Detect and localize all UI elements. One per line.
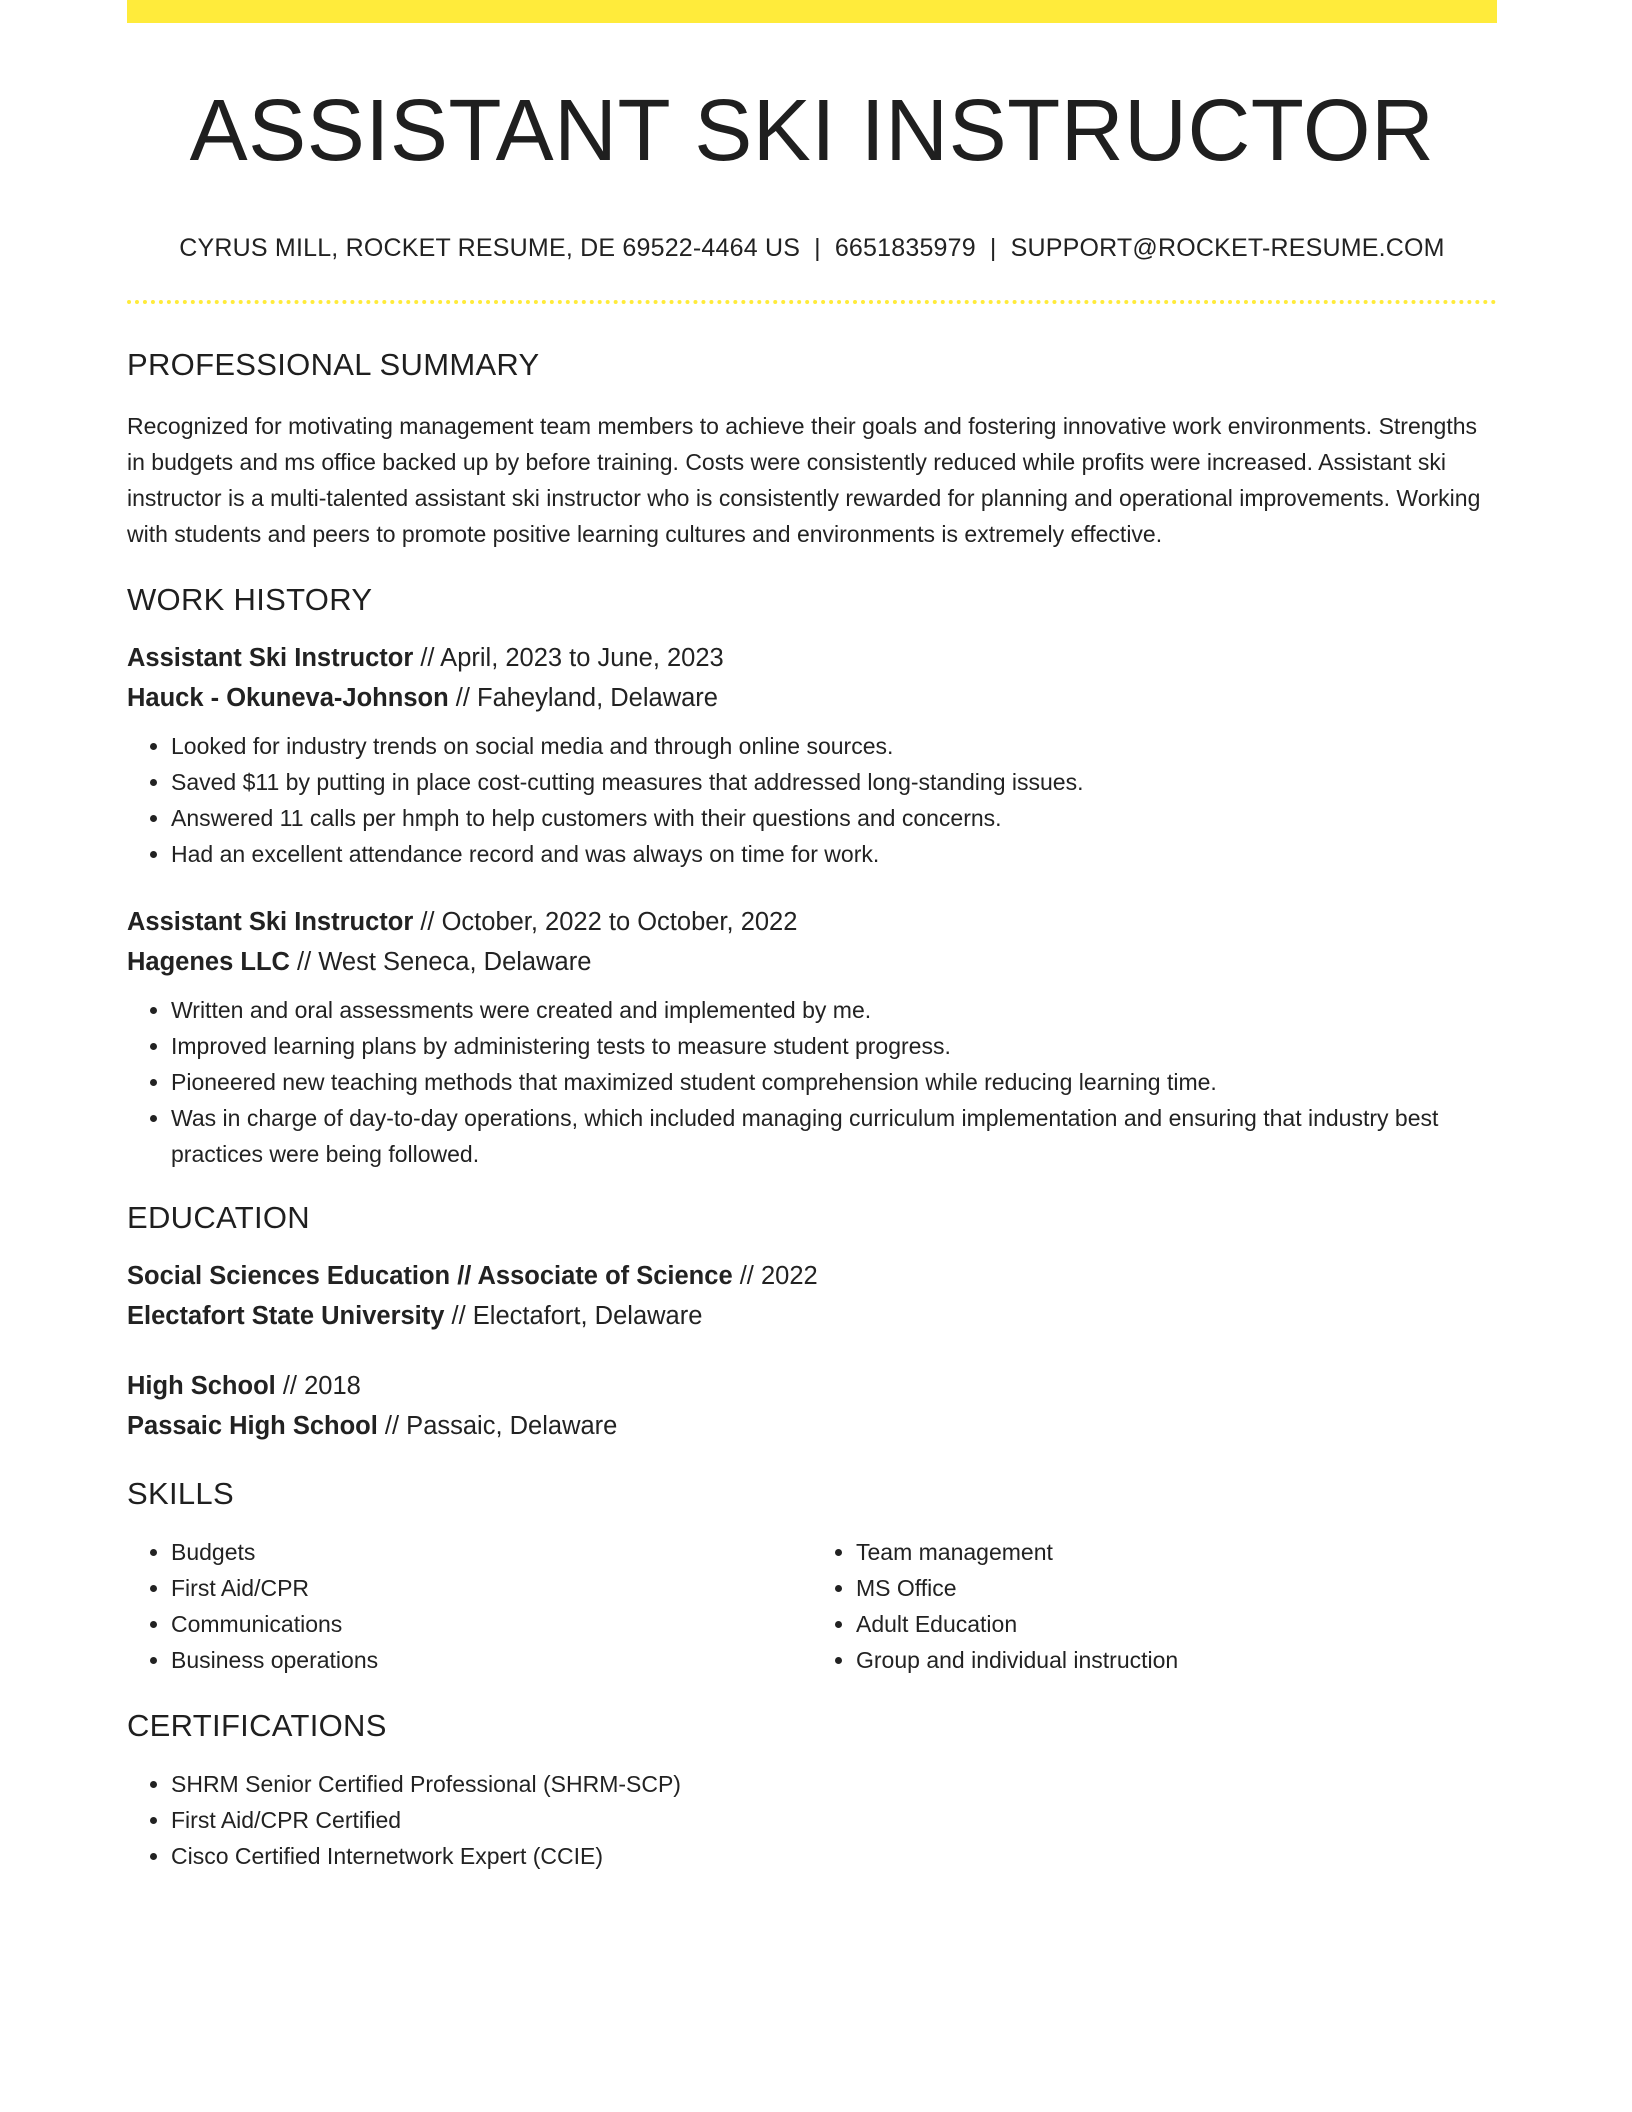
- certification-item: • SHRM Senior Certified Professional (SHRM-SCP): [171, 1766, 1497, 1802]
- education-school: Passaic High School: [127, 1412, 378, 1441]
- work-history-heading: WORK HISTORY: [127, 582, 373, 618]
- contact-phone: 6651835979: [834, 234, 976, 263]
- job-bullet: • Looked for industry trends on social media and through online sources.: [171, 728, 1497, 764]
- job-entry: [127, 638, 1497, 872]
- education-degree-line: [127, 1366, 1497, 1406]
- resume-title: ASSISTANT SKI INSTRUCTOR: [189, 82, 1435, 179]
- skill-item: • Budgets: [171, 1534, 812, 1570]
- job-company-line: [127, 678, 1497, 718]
- skills-grid: [127, 1534, 1497, 1678]
- education-school-line: [127, 1296, 1497, 1336]
- top-accent-bar: [127, 0, 1497, 23]
- education-location: // Passaic, Delaware: [377, 1412, 618, 1441]
- job-dates: // October, 2022 to October, 2022: [413, 908, 798, 937]
- job-bullet: • Had an excellent attendance record and was always on time for work.: [171, 836, 1497, 872]
- contact-separator: |: [989, 234, 997, 263]
- job-location: // Faheyland, Delaware: [448, 684, 718, 713]
- job-bullet: • Was in charge of day-to-day operations, which included managing curriculum implementation and ensuring that industry best practices were being followed.: [171, 1100, 1497, 1172]
- summary-heading: PROFESSIONAL SUMMARY: [127, 347, 540, 383]
- resume-page: [127, 0, 1497, 1874]
- job-location: // West Seneca, Delaware: [289, 948, 592, 977]
- education-entry: [127, 1256, 1497, 1336]
- contact-separator: |: [814, 234, 821, 263]
- job-role: Assistant Ski Instructor: [127, 644, 414, 673]
- education-degree: High School: [127, 1372, 276, 1401]
- education-school: Electafort State University: [127, 1302, 445, 1331]
- job-bullet: • Improved learning plans by administering tests to measure student progress.: [171, 1028, 1497, 1064]
- job-dates: // April, 2023 to June, 2023: [413, 644, 724, 673]
- education-school-line: [127, 1406, 1497, 1446]
- job-bullets: [127, 728, 1497, 872]
- job-company: Hagenes LLC: [127, 948, 290, 977]
- job-bullet: • Answered 11 calls per hmph to help customers with their questions and concerns.: [171, 800, 1497, 836]
- skill-item: • Adult Education: [856, 1606, 1497, 1642]
- certifications-list: [127, 1766, 1497, 1874]
- certification-item: • First Aid/CPR Certified: [171, 1802, 1497, 1838]
- skill-item: • First Aid/CPR: [171, 1570, 812, 1606]
- certification-item: • Cisco Certified Internetwork Expert (CCIE): [171, 1838, 1497, 1874]
- skill-item: • Business operations: [171, 1642, 812, 1678]
- education-heading: EDUCATION: [127, 1200, 310, 1236]
- job-role-line: [127, 638, 1497, 678]
- job-entry: [127, 902, 1497, 1172]
- dotted-divider: [127, 300, 1497, 304]
- job-bullets: [127, 992, 1497, 1172]
- job-bullet: • Pioneered new teaching methods that maximized student comprehension while reducing learning time.: [171, 1064, 1497, 1100]
- job-role-line: [127, 902, 1497, 942]
- skill-item: • MS Office: [856, 1570, 1497, 1606]
- job-bullet: • Saved $11 by putting in place cost-cutting measures that addressed long-standing issues.: [171, 764, 1497, 800]
- skill-item: • Communications: [171, 1606, 812, 1642]
- skills-column-right: [812, 1534, 1497, 1678]
- education-entry: [127, 1366, 1497, 1446]
- skills-column-left: [127, 1534, 812, 1678]
- skills-heading: SKILLS: [127, 1476, 234, 1512]
- education-degree-line: [127, 1256, 1497, 1296]
- education-year: // 2018: [275, 1372, 361, 1401]
- contact-line: [127, 234, 1497, 263]
- job-company-line: [127, 942, 1497, 982]
- skill-item: • Team management: [856, 1534, 1497, 1570]
- education-degree: Social Sciences Education // Associate of Science: [127, 1262, 733, 1291]
- summary-text: Recognized for motivating management team members to achieve their goals and fostering innovative work environments. Strengths in budgets and ms office backed up by before training. Costs were consistently reduced while profits were increased. Assistant ski instructor is a multi-talented assistant ski instructor who is consistently rewarded for planning and operational improvements. Working with students and peers to promote positive learning cultures and environments is extremely effective.: [127, 413, 1481, 548]
- contact-address: CYRUS MILL, ROCKET RESUME, DE 69522-4464 US: [179, 234, 801, 263]
- job-role: Assistant Ski Instructor: [127, 908, 414, 937]
- education-year: // 2022: [732, 1262, 818, 1291]
- certifications-heading: CERTIFICATIONS: [127, 1708, 387, 1744]
- education-location: // Electafort, Delaware: [444, 1302, 703, 1331]
- contact-email: SUPPORT@ROCKET-RESUME.COM: [1010, 234, 1445, 263]
- job-bullet: • Written and oral assessments were created and implemented by me.: [171, 992, 1497, 1028]
- job-company: Hauck - Okuneva-Johnson: [127, 684, 449, 713]
- skill-item: • Group and individual instruction: [856, 1642, 1497, 1678]
